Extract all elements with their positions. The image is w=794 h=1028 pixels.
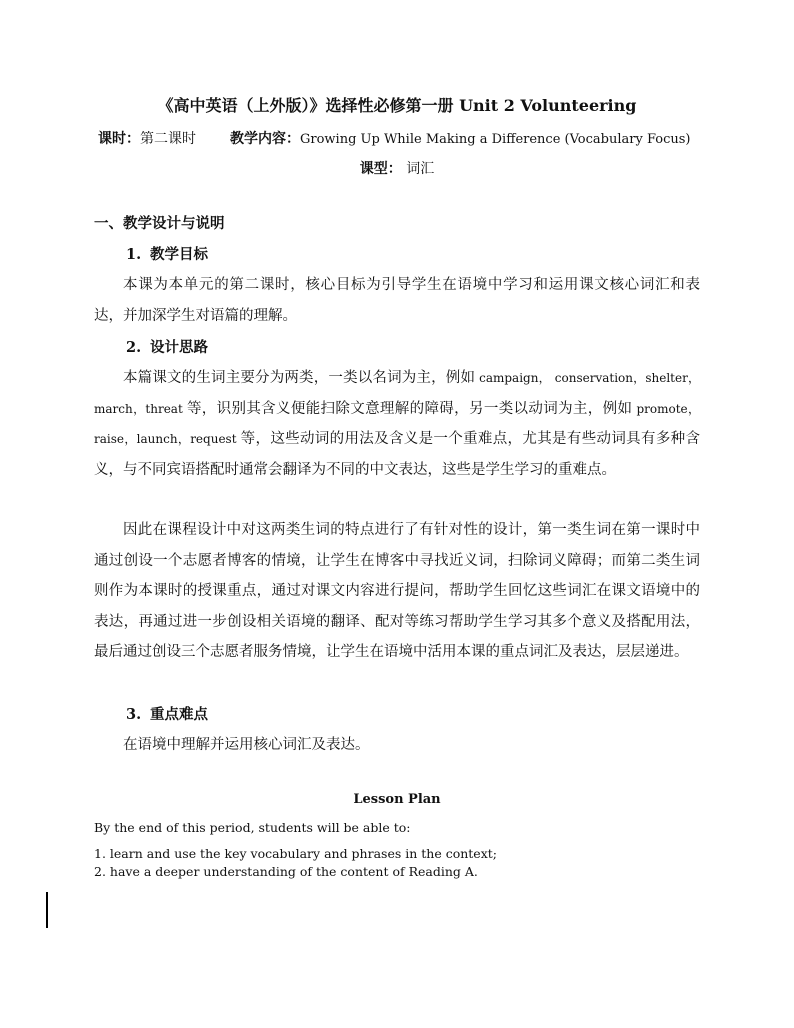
subheading-number: 2. [126,339,142,356]
lesson-plan-title: Lesson Plan [353,792,441,807]
period-value: 第二课时 [140,131,196,147]
type-label: 课型： [359,161,402,177]
lesson-plan-item: 1. learn and use the key vocabulary and phrases in the context; [94,846,497,861]
content-label: 教学内容： [230,131,300,147]
paragraph-text: 等，这些动词的用法及含义是一个重难点，尤其是有些动词具有多种含义，与不同宾语搭配时通常会翻译为不同的中文表达，这些是学生学习的重难点。 [94,431,700,478]
lesson-plan-intro: By the end of this period, students will be able to: [94,820,411,835]
paragraph-rationale: 因此在课程设计中对这两类生词的特点进行了有针对性的设计，第一类生词在第一课时中通过创设一个志愿者博客的情境，让学生在博客中寻找近义词，扫除词义障碍；而第二类生词则作为本课时的授课重点，通过对课文内容进行提问，帮助学生回忆这些词汇在课文语境中的表达，再通过进一步创设相关语境的翻译、配对等练习帮助学生学习其多个意义及搭配用法，最后通过创设三个志愿者服务情境，让学生在语境中活用本课的重点词汇及表达，层层递进。 [94,522,700,660]
subheading-title: 重点难点 [150,706,208,723]
subheading-number: 1. [126,246,142,263]
subheading-title: 设计思路 [150,339,208,356]
section-heading: 一、教学设计与说明 [94,215,225,232]
paragraph-text: 等，识别其含义便能扫除文意理解的障碍，另一类以动词为主，例如 [186,400,633,417]
text-cursor[interactable] [46,892,48,928]
subheading-key-points [126,704,208,726]
paragraph-goals: 本课为本单元的第二课时，核心目标为引导学生在语境中学习和运用课文核心词汇和表达，并加深学生对语篇的理解。 [94,277,700,324]
verb-examples: promote，raise，launch，request [94,401,700,446]
paragraph-key-points: 在语境中理解并运用核心词汇及表达。 [123,737,370,753]
subheading-title: 教学目标 [150,246,208,263]
type-value: 词汇 [406,161,435,177]
lesson-meta [98,128,690,151]
noun-examples: campaign， conservation，shelter，march，threat [94,371,700,416]
paragraph-text: 本篇课文的生词主要分为两类，一类以名词为主，例如 [123,370,476,386]
content-value: Growing Up While Making a Difference (Vocabulary Focus) [300,132,691,147]
paragraph-design [94,363,700,485]
lesson-plan-item: 2. have a deeper understanding of the content of Reading A. [94,864,478,879]
document-title: 《高中英语（上外版）》选择性必修第一册 Unit 2 Volunteering [157,96,637,115]
subheading-goals [126,244,208,266]
lesson-type [0,158,794,180]
subheading-design [126,337,208,359]
subheading-number: 3. [126,706,142,723]
period-label: 课时： [98,131,140,147]
